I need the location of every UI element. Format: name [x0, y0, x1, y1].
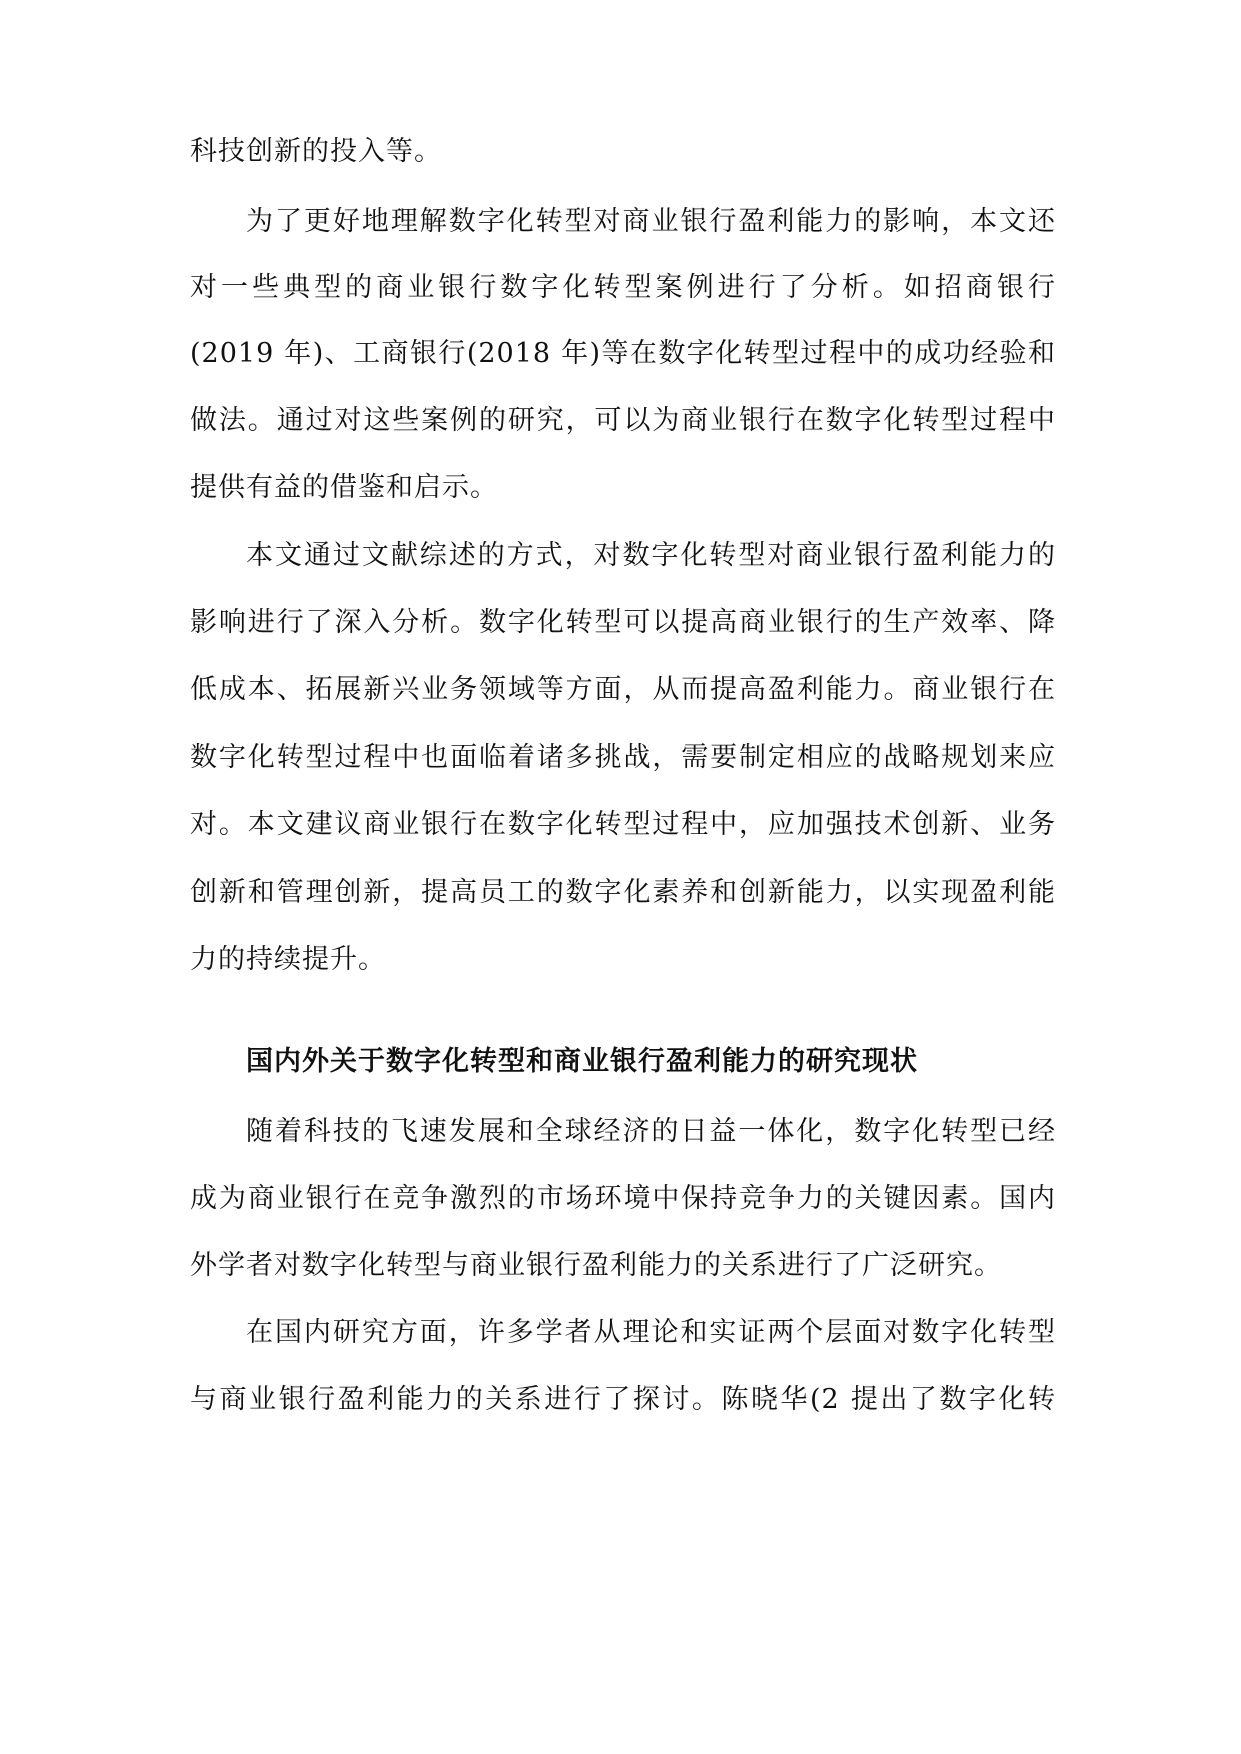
text-line: 提供有益的借鉴和启示。 [190, 472, 498, 503]
paragraph-first-line: 本文通过文献综述的方式，对数字化转型对商业银行盈利能力的 [246, 540, 1056, 571]
paragraph-first-line: 随着科技的飞速发展和全球经济的日益一体化，数字化转型已经 [246, 1116, 1056, 1147]
text-line: 科技创新的投入等。 [190, 136, 442, 167]
text-line: 成为商业银行在竞争激烈的市场环境中保持竞争力的关键因素。国内 [190, 1183, 1056, 1214]
text-line: 外学者对数字化转型与商业银行盈利能力的关系进行了广泛研究。 [190, 1250, 1002, 1281]
text-line: 做法。通过对这些案例的研究，可以为商业银行在数字化转型过程中 [190, 405, 1056, 436]
text-line: 创新和管理创新，提高员工的数字化素养和创新能力，以实现盈利能 [190, 877, 1056, 908]
section-heading: 国内外关于数字化转型和商业银行盈利能力的研究现状 [246, 1046, 918, 1077]
text-line: 数字化转型过程中也面临着诸多挑战，需要制定相应的战略规划来应 [190, 742, 1056, 773]
text-line: 力的持续提升。 [190, 944, 386, 975]
text-line: 低成本、拓展新兴业务领域等方面，从而提高盈利能力。商业银行在 [190, 674, 1056, 705]
text-line: 影响进行了深入分析。数字化转型可以提高商业银行的生产效率、降 [190, 607, 1056, 638]
paragraph-first-line: 为了更好地理解数字化转型对商业银行盈利能力的影响，本文还 [246, 206, 1056, 237]
text-line: 与商业银行盈利能力的关系进行了探讨。陈晓华(2 提出了数字化转 [190, 1384, 1056, 1415]
text-line: 对。本文建议商业银行在数字化转型过程中，应加强技术创新、业务 [190, 809, 1056, 840]
text-line: (2019 年)、工商银行(2018 年)等在数字化转型过程中的成功经验和 [190, 338, 1056, 369]
text-line: 对一些典型的商业银行数字化转型案例进行了分析。如招商银行 [190, 272, 1056, 303]
paragraph-first-line: 在国内研究方面，许多学者从理论和实证两个层面对数字化转型 [246, 1317, 1056, 1348]
